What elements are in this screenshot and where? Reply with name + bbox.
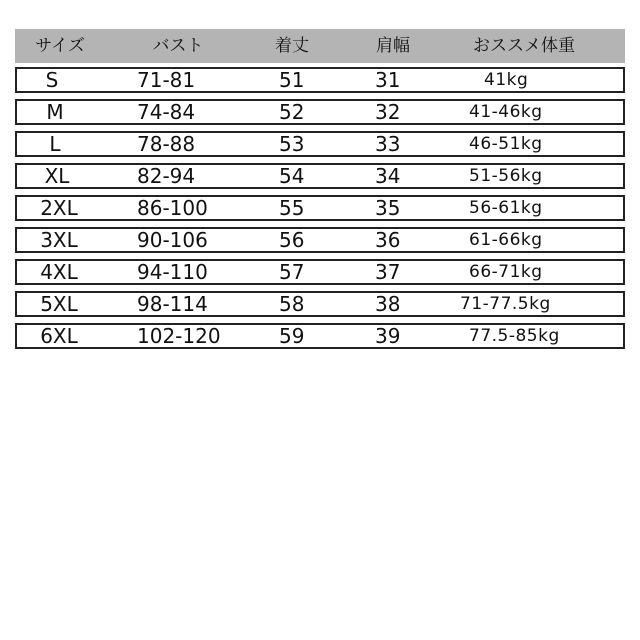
- size-chart-table: [15, 29, 625, 349]
- weight-cell: 51-56kg: [469, 166, 543, 186]
- header-length: 着丈: [275, 36, 309, 56]
- shoulder-cell: 35: [375, 196, 401, 220]
- shoulder-cell: 31: [375, 68, 401, 92]
- table-row: [15, 323, 625, 349]
- table-row: [15, 99, 625, 125]
- table-body: [15, 67, 625, 349]
- table-header-row: [15, 29, 625, 63]
- shoulder-cell: 33: [375, 132, 401, 156]
- shoulder-cell: 36: [375, 228, 401, 252]
- weight-cell: 46-51kg: [469, 134, 543, 154]
- bust-cell: 78-88: [137, 132, 196, 156]
- length-cell: 51: [279, 68, 305, 92]
- bust-cell: 98-114: [137, 292, 208, 316]
- bust-cell: 90-106: [137, 228, 208, 252]
- size-cell: 3XL: [40, 228, 78, 252]
- length-cell: 57: [279, 260, 305, 284]
- size-cell: 4XL: [40, 260, 78, 284]
- shoulder-cell: 39: [375, 324, 401, 348]
- table-row: [15, 227, 625, 253]
- shoulder-cell: 34: [375, 164, 401, 188]
- bust-cell: 94-110: [137, 260, 208, 284]
- length-cell: 56: [279, 228, 305, 252]
- size-cell: L: [49, 132, 61, 156]
- size-cell: 2XL: [40, 196, 78, 220]
- table-row: [15, 195, 625, 221]
- size-cell: S: [45, 68, 59, 92]
- bust-cell: 71-81: [137, 68, 196, 92]
- table-row: [15, 67, 625, 93]
- shoulder-cell: 38: [375, 292, 401, 316]
- bust-cell: 86-100: [137, 196, 208, 220]
- bust-cell: 74-84: [137, 100, 196, 124]
- header-bust: バスト: [152, 36, 204, 56]
- weight-cell: 41kg: [484, 70, 529, 90]
- shoulder-cell: 37: [375, 260, 401, 284]
- weight-cell: 71-77.5kg: [460, 294, 551, 314]
- bust-cell: 102-120: [137, 324, 221, 348]
- weight-cell: 61-66kg: [469, 230, 543, 250]
- size-cell: 6XL: [40, 324, 78, 348]
- length-cell: 55: [279, 196, 305, 220]
- length-cell: 59: [279, 324, 305, 348]
- size-cell: 5XL: [40, 292, 78, 316]
- length-cell: 54: [279, 164, 305, 188]
- table-row: [15, 131, 625, 157]
- table-row: [15, 163, 625, 189]
- table-row: [15, 259, 625, 285]
- shoulder-cell: 32: [375, 100, 401, 124]
- length-cell: 52: [279, 100, 305, 124]
- header-size: サイズ: [35, 36, 85, 56]
- length-cell: 53: [279, 132, 305, 156]
- header-weight: おススメ体重: [473, 36, 575, 56]
- bust-cell: 82-94: [137, 164, 196, 188]
- weight-cell: 77.5-85kg: [469, 326, 560, 346]
- table-row: [15, 291, 625, 317]
- header-shoulder: 肩幅: [376, 36, 410, 56]
- weight-cell: 66-71kg: [469, 262, 543, 282]
- weight-cell: 56-61kg: [469, 198, 543, 218]
- length-cell: 58: [279, 292, 305, 316]
- size-cell: M: [46, 100, 64, 124]
- size-cell: XL: [44, 164, 70, 188]
- weight-cell: 41-46kg: [469, 102, 543, 122]
